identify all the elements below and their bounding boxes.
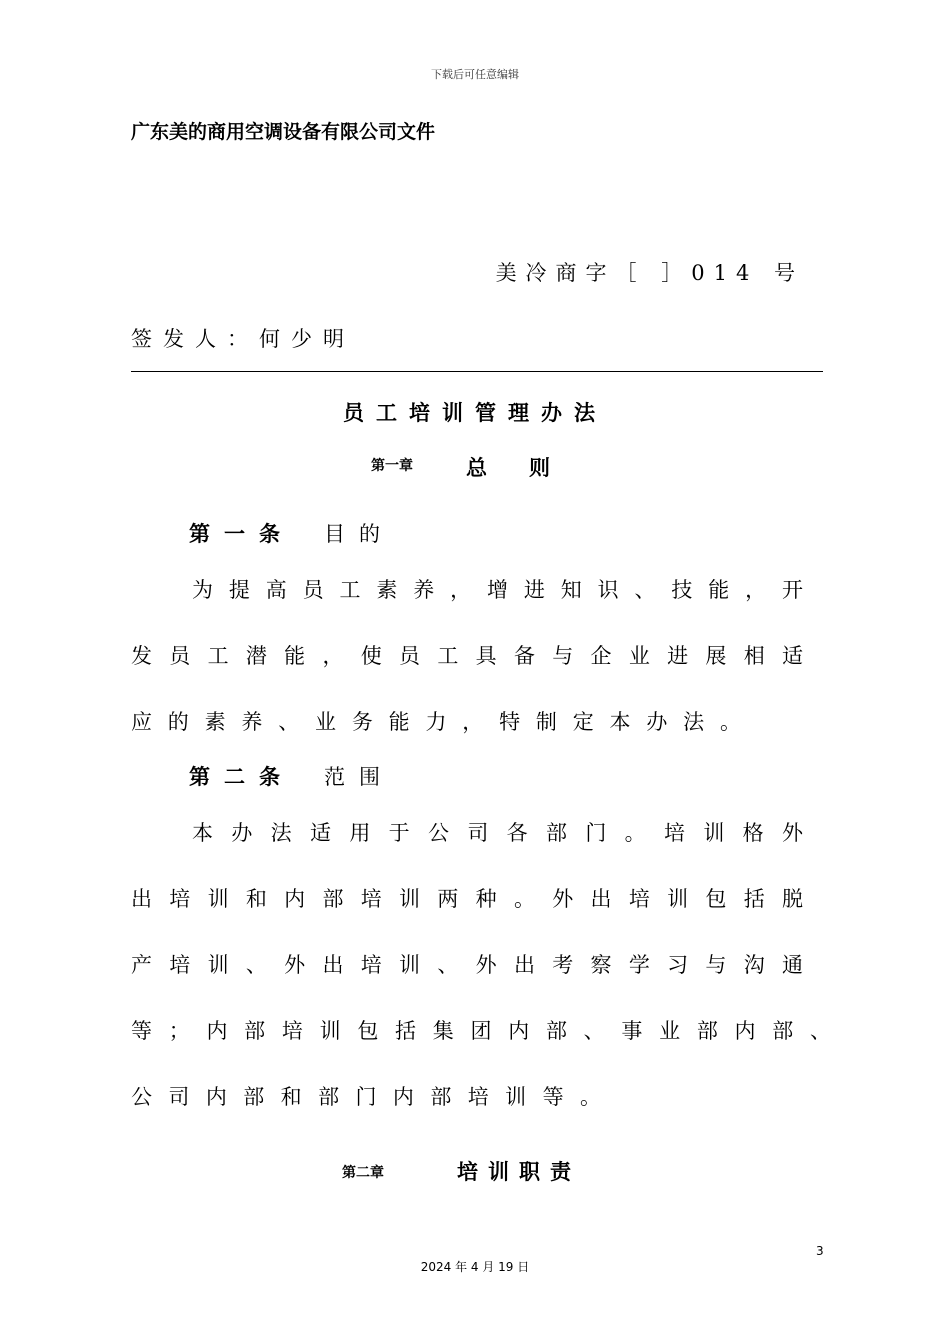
article-2-line-4: 等；内部培训包括集团内部、事业部内部、	[131, 1019, 831, 1043]
chapter-2-number: 第二章	[342, 1165, 384, 1181]
footer-date: 2024 年 4 月 19 日	[420, 1260, 530, 1274]
chapter-2-title: 培训职责	[457, 1160, 581, 1184]
company-name: 广东美的商用空调设备有限公司文件	[131, 121, 436, 143]
article-1-line-3: 应的素养、业务能力，特制定本办法。	[131, 710, 741, 734]
article-1-number: 第一条	[189, 522, 294, 546]
article-1-line-2: 发员工潜能，使员工具备与企业进展相适	[131, 644, 803, 668]
chapter-1-title: 总 则	[466, 456, 550, 480]
header-note: 下载后可任意编辑	[431, 68, 519, 81]
chapter-1-heading	[371, 455, 413, 475]
article-2-line-1: 本办法适用于公司各部门。培训格外	[192, 821, 803, 845]
chapter-1-number: 第一章	[371, 458, 413, 474]
page-number: 3	[816, 1244, 824, 1258]
article-2-number: 第二条	[189, 765, 294, 789]
document-title: 员工培训管理办法	[343, 401, 607, 425]
document-number: 美冷商字［ ］014 号	[495, 261, 804, 285]
article-1-name: 目的	[324, 522, 394, 546]
article-2-line-2: 出培训和内部培训两种。外出培训包括脱	[131, 887, 803, 911]
signer: 签发人：何少明	[131, 327, 355, 351]
article-2-line-3: 产培训、外出培训、外出考察学习与沟通	[131, 953, 803, 977]
article-2-line-5: 公司内部和部门内部培训等。	[131, 1085, 601, 1109]
header-divider	[131, 371, 823, 372]
article-1-line-1: 为提高员工素养，增进知识、技能，开	[192, 578, 803, 602]
article-2-name: 范围	[324, 765, 394, 789]
